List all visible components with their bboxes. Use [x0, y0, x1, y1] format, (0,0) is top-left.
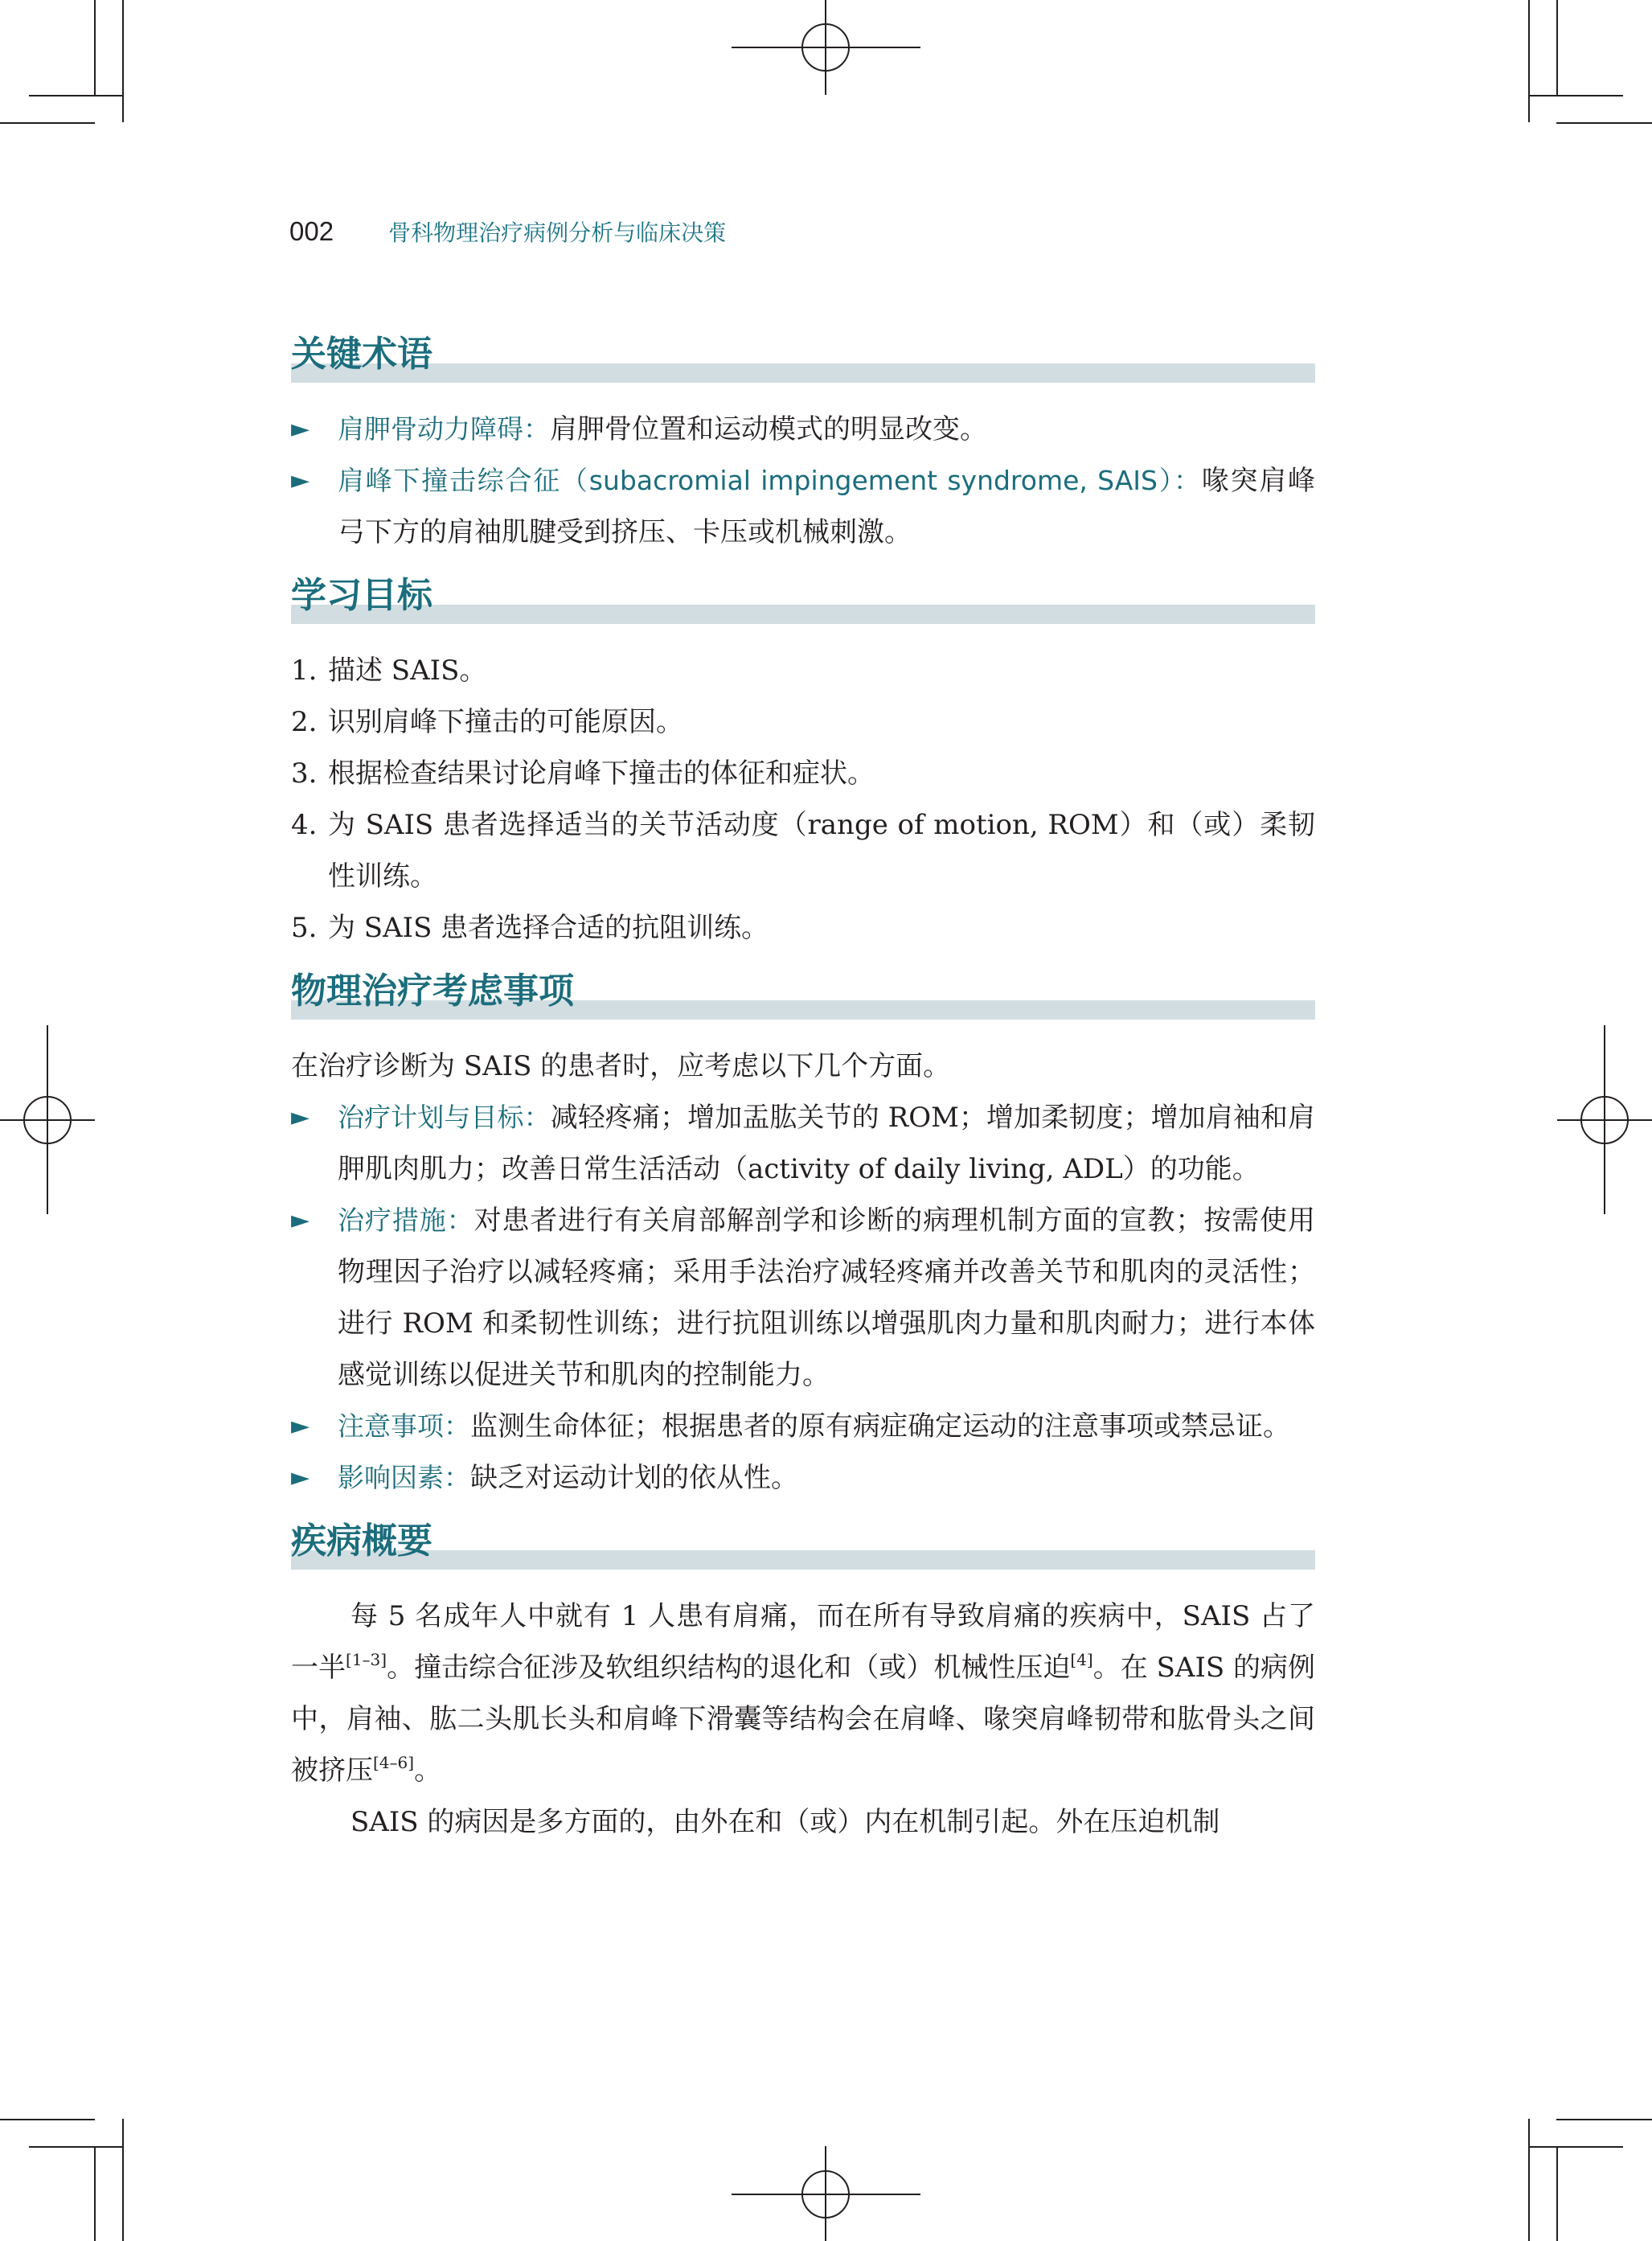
crop-mark	[122, 2119, 124, 2241]
crop-mark	[29, 2146, 124, 2148]
triangle-bullet-icon: ►	[291, 1206, 310, 1234]
key-terms-section	[291, 330, 1315, 558]
pt-considerations-section	[291, 967, 1315, 1504]
item-text: 描述 SAIS。	[328, 655, 487, 687]
crop-mark	[1556, 2119, 1652, 2120]
term-label: 治疗措施：	[338, 1205, 474, 1236]
item-number: 4.	[291, 809, 318, 841]
consideration-item	[291, 1195, 1315, 1401]
body-paragraph: SAIS 的病因是多方面的，由外在和（或）内在机制引起。外在压迫机制	[350, 1806, 1220, 1838]
item-number: 3.	[291, 757, 318, 790]
key-term-item	[291, 455, 1315, 558]
item-text: 监测生命体征；根据患者的原有病症确定运动的注意事项或禁忌证。	[470, 1410, 1290, 1443]
book-title: 骨科物理治疗病例分析与临床决策	[388, 220, 727, 246]
crop-mark	[94, 0, 96, 95]
section-title: 关键术语	[291, 334, 432, 375]
triangle-bullet-icon: ►	[291, 1463, 310, 1492]
citation: [1–3]	[346, 1650, 387, 1669]
section-title: 物理治疗考虑事项	[291, 971, 574, 1012]
item-number: 1.	[291, 655, 318, 687]
text-run: 。在 SAIS 的病例中，肩袖、肱二头肌长头和肩峰下滑囊等结构会在肩峰、喙突肩峰韧带和肱骨头之间被挤压	[291, 1652, 1316, 1787]
registration-circle	[1580, 1096, 1629, 1144]
term-label: 治疗计划与目标：	[338, 1102, 551, 1133]
crop-mark	[1556, 2146, 1558, 2241]
triangle-bullet-icon: ►	[291, 1103, 310, 1131]
item-text: 缺乏对运动计划的依从性。	[470, 1462, 798, 1494]
citation: [4]	[1070, 1650, 1093, 1669]
item-text: 识别肩峰下撞击的可能原因。	[328, 706, 683, 738]
body-paragraph	[291, 1590, 1315, 1796]
item-text: 对患者进行有关肩部解剖学和诊断的病理机制方面的宣教；按需使用物理因子治疗以减轻疼痛；采用手法治疗减轻疼痛并改善关节和肌肉的灵活性；进行 ROM 和柔韧性训练；进行抗阻训练以增强肌肉力量和肌肉耐力；进行本体感觉训练以促进关节和肌肉的控制能力。	[338, 1205, 1316, 1391]
objective-item	[291, 748, 1315, 799]
text-run: 每 5 名成年人中就有 1 人患有肩痛，而在所有导致肩痛的疾病中，SAIS 占了一半	[291, 1600, 1315, 1684]
page-number: 002	[289, 216, 334, 246]
crop-mark	[1528, 0, 1530, 122]
term-definition: 喙突肩峰弓下方的肩袖肌腱受到挤压、卡压或机械刺激。	[338, 465, 1315, 548]
text-run: 。	[414, 1755, 442, 1787]
registration-circle	[801, 23, 850, 72]
section-title: 疾病概要	[291, 1521, 432, 1562]
crop-mark	[1528, 2146, 1623, 2148]
section-title: 学习目标	[291, 575, 432, 616]
item-text: 根据检查结果讨论肩峰下撞击的体征和症状。	[328, 757, 875, 790]
crop-mark	[1556, 0, 1558, 95]
section-heading	[291, 571, 1315, 627]
term-label: 肩峰下撞击综合征（subacromial impingement syndrome, SAIS）：	[338, 465, 1202, 496]
intro-paragraph: 在治疗诊断为 SAIS 的患者时，应考虑以下几个方面。	[291, 1050, 951, 1082]
section-heading	[291, 330, 1315, 386]
term-definition: 肩胛骨位置和运动模式的明显改变。	[550, 413, 987, 445]
item-text: 减轻疼痛；增加盂肱关节的 ROM；增加柔韧度；增加肩袖和肩胛肌肉肌力；改善日常生活活动（activity of daily living, ADL）的功能。	[338, 1102, 1316, 1185]
crop-mark	[0, 2119, 95, 2120]
objective-item	[291, 799, 1315, 902]
running-head	[289, 215, 726, 248]
text-run: 。撞击综合征涉及软组织结构的退化和（或）机械性压迫	[387, 1652, 1071, 1684]
consideration-item	[291, 1092, 1315, 1195]
crop-mark	[0, 122, 95, 124]
page-content	[291, 330, 1315, 1848]
crop-mark	[1556, 122, 1652, 124]
item-number: 5.	[291, 912, 318, 944]
term-label: 注意事项：	[338, 1410, 470, 1442]
registration-circle	[801, 2170, 850, 2218]
objective-item	[291, 645, 1315, 696]
overview-section	[291, 1517, 1315, 1848]
crop-mark	[1528, 95, 1623, 96]
item-number: 2.	[291, 706, 318, 738]
crop-mark	[1528, 2119, 1530, 2241]
crop-mark	[29, 95, 124, 96]
objective-item	[291, 696, 1315, 748]
objective-item	[291, 902, 1315, 954]
crop-mark	[122, 0, 124, 122]
item-text: 为 SAIS 患者选择合适的抗阻训练。	[328, 912, 769, 944]
crop-mark	[94, 2146, 96, 2241]
term-label: 肩胛骨动力障碍：	[338, 413, 550, 445]
consideration-item	[291, 1452, 1315, 1504]
heading-bar	[291, 363, 1315, 383]
registration-circle	[23, 1096, 72, 1144]
section-heading	[291, 967, 1315, 1023]
triangle-bullet-icon: ►	[291, 466, 310, 495]
term-label: 影响因素：	[338, 1462, 470, 1493]
heading-bar	[291, 605, 1315, 624]
item-text: 为 SAIS 患者选择适当的关节活动度（range of motion, ROM）和（或）柔韧性训练。	[328, 809, 1315, 893]
key-term-item	[291, 404, 1315, 455]
objectives-section	[291, 571, 1315, 954]
heading-bar	[291, 1550, 1315, 1570]
triangle-bullet-icon: ►	[291, 1412, 310, 1440]
consideration-item	[291, 1401, 1315, 1452]
section-heading	[291, 1517, 1315, 1573]
citation: [4–6]	[373, 1753, 415, 1772]
triangle-bullet-icon: ►	[291, 415, 310, 443]
